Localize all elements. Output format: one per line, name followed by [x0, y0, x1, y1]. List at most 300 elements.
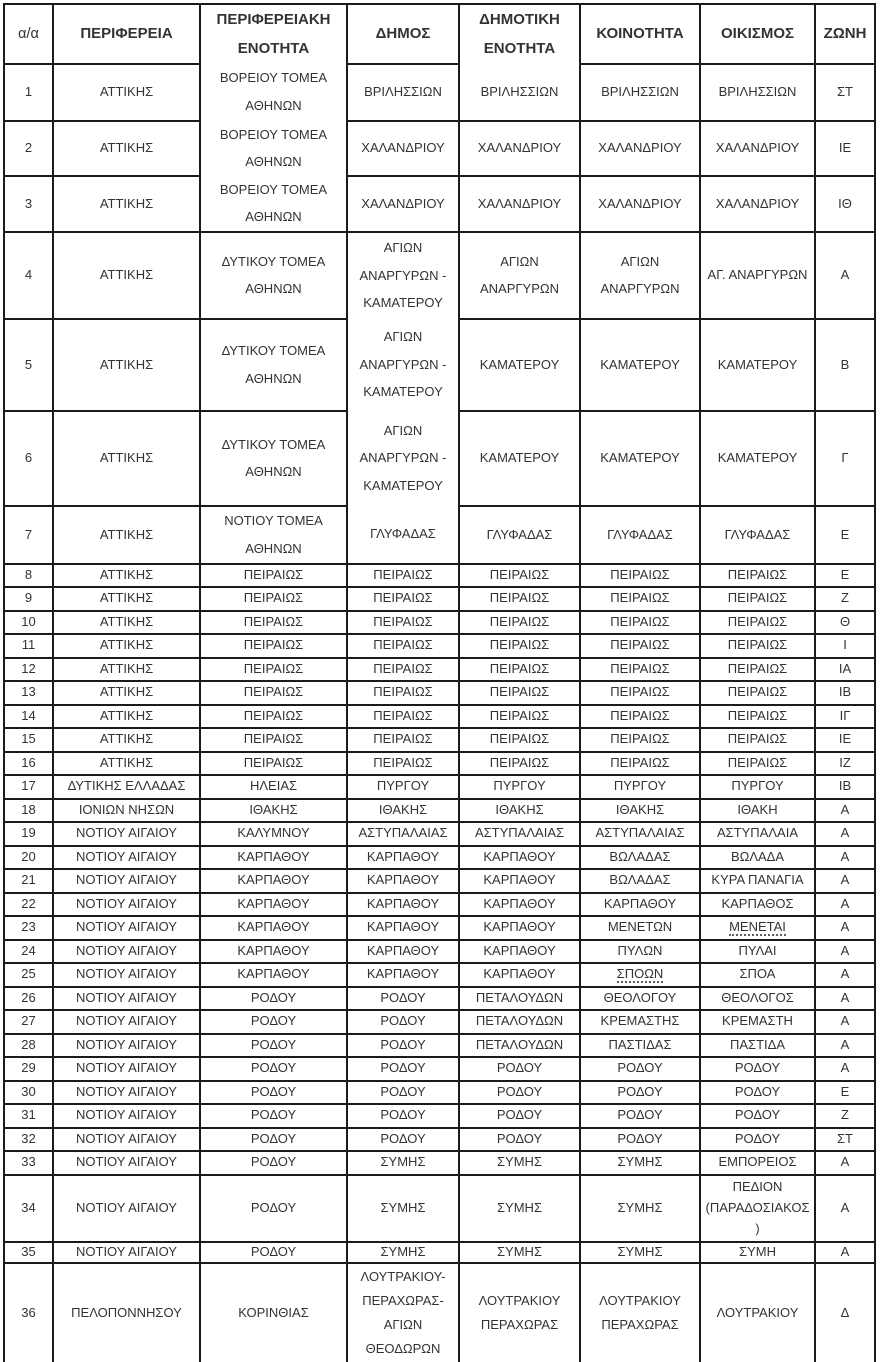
cell-region: ΔΥΤΙΚΗΣ ΕΛΛΑΔΑΣ — [53, 775, 200, 799]
cell-zone: Α — [815, 799, 875, 823]
zones-table — [3, 3, 876, 1362]
cell-settlement: ΚΑΜΑΤΕΡΟΥ — [700, 319, 815, 411]
cell-settlement: ΠΕΙΡΑΙΩΣ — [700, 705, 815, 729]
cell-dimos: ΠΕΙΡΑΙΩΣ — [347, 705, 459, 729]
cell-region: ΑΤΤΙΚΗΣ — [53, 506, 200, 564]
cell-dimos: ΠΕΙΡΑΙΩΣ — [347, 587, 459, 611]
cell-settlement: ΚΥΡΑ ΠΑΝΑΓΙΑ — [700, 869, 815, 893]
cell-settlement: ΠΕΙΡΑΙΩΣ — [700, 728, 815, 752]
column-header-dimos: ΔΗΜΟΣ — [347, 4, 459, 64]
cell-region: ΑΤΤΙΚΗΣ — [53, 681, 200, 705]
cell-runit: ΚΑΡΠΑΘΟΥ — [200, 893, 347, 917]
cell-region: ΝΟΤΙΟΥ ΑΙΓΑΙΟΥ — [53, 1057, 200, 1081]
cell-dimos: ΠΕΙΡΑΙΩΣ — [347, 634, 459, 658]
cell-zone: Α — [815, 987, 875, 1011]
cell-n: 11 — [4, 634, 53, 658]
cell-runit: ΡΟΔΟΥ — [200, 1081, 347, 1105]
cell-dimos: ΣΥΜΗΣ — [347, 1151, 459, 1175]
cell-zone: Α — [815, 916, 875, 940]
cell-zone: ΙΒ — [815, 775, 875, 799]
cell-region: ΑΤΤΙΚΗΣ — [53, 64, 200, 121]
table-row-11 — [4, 634, 875, 658]
cell-n: 29 — [4, 1057, 53, 1081]
cell-runit: ΗΛΕΙΑΣ — [200, 775, 347, 799]
cell-runit: ΚΑΡΠΑΘΟΥ — [200, 940, 347, 964]
cell-community: ΠΕΙΡΑΙΩΣ — [580, 705, 700, 729]
cell-community: ΡΟΔΟΥ — [580, 1128, 700, 1152]
cell-settlement: ΒΩΛΑΔΑ — [700, 846, 815, 870]
table-row-20 — [4, 846, 875, 870]
cell-region: ΝΟΤΙΟΥ ΑΙΓΑΙΟΥ — [53, 963, 200, 987]
cell-region: ΑΤΤΙΚΗΣ — [53, 752, 200, 776]
cell-runit: ΡΟΔΟΥ — [200, 1010, 347, 1034]
cell-dunit: ΚΑΡΠΑΘΟΥ — [459, 846, 580, 870]
table-row-14 — [4, 705, 875, 729]
cell-dunit: ΑΣΤΥΠΑΛΑΙΑΣ — [459, 822, 580, 846]
cell-community: ΛΟΥΤΡΑΚΙΟΥ ΠΕΡΑΧΩΡΑΣ — [580, 1263, 700, 1362]
cell-n: 28 — [4, 1034, 53, 1058]
cell-community: ΠΕΙΡΑΙΩΣ — [580, 564, 700, 588]
table-row-29 — [4, 1057, 875, 1081]
cell-community: ΧΑΛΑΝΔΡΙΟΥ — [580, 176, 700, 232]
cell-n: 15 — [4, 728, 53, 752]
misspelling-underline: ΜΕΝΕΤΑΙ — [729, 919, 786, 935]
cell-region: ΝΟΤΙΟΥ ΑΙΓΑΙΟΥ — [53, 869, 200, 893]
cell-runit: ΒΟΡΕΙΟΥ ΤΟΜΕΑ ΑΘΗΝΩΝ — [200, 121, 347, 176]
cell-zone: Α — [815, 232, 875, 319]
table-row-8 — [4, 564, 875, 588]
table-row-35 — [4, 1242, 875, 1263]
table-row-22 — [4, 893, 875, 917]
cell-dunit: ΑΓΙΩΝ ΑΝΑΡΓΥΡΩΝ — [459, 232, 580, 319]
cell-runit: ΠΕΙΡΑΙΩΣ — [200, 752, 347, 776]
cell-settlement: ΠΕΔΙΟΝ (ΠΑΡΑΔΟΣΙΑΚΟΣ) — [700, 1175, 815, 1242]
cell-n: 4 — [4, 232, 53, 319]
cell-settlement: ΠΕΙΡΑΙΩΣ — [700, 611, 815, 635]
cell-settlement: ΠΕΙΡΑΙΩΣ — [700, 752, 815, 776]
cell-settlement: ΣΥΜΗ — [700, 1242, 815, 1263]
cell-settlement: ΚΑΡΠΑΘΟΣ — [700, 893, 815, 917]
cell-settlement: ΠΥΛΑΙ — [700, 940, 815, 964]
cell-community: ΚΑΜΑΤΕΡΟΥ — [580, 319, 700, 411]
cell-runit: ΝΟΤΙΟΥ ΤΟΜΕΑ ΑΘΗΝΩΝ — [200, 506, 347, 564]
cell-n: 35 — [4, 1242, 53, 1263]
cell-dunit: ΠΕΙΡΑΙΩΣ — [459, 564, 580, 588]
cell-zone: Α — [815, 1034, 875, 1058]
cell-settlement: ΡΟΔΟΥ — [700, 1128, 815, 1152]
cell-n: 9 — [4, 587, 53, 611]
cell-settlement: ΑΓ. ΑΝΑΡΓΥΡΩΝ — [700, 232, 815, 319]
table-row-32 — [4, 1128, 875, 1152]
cell-community: ΒΩΛΑΔΑΣ — [580, 869, 700, 893]
column-header-runit: ΠΕΡΙΦΕΡΕΙΑΚΗ ΕΝΟΤΗΤΑ — [200, 4, 347, 64]
cell-community: ΣΥΜΗΣ — [580, 1151, 700, 1175]
cell-n: 21 — [4, 869, 53, 893]
cell-zone: Α — [815, 1057, 875, 1081]
cell-n: 22 — [4, 893, 53, 917]
cell-dunit: ΙΘΑΚΗΣ — [459, 799, 580, 823]
cell-n: 26 — [4, 987, 53, 1011]
cell-n: 36 — [4, 1263, 53, 1362]
cell-region: ΑΤΤΙΚΗΣ — [53, 587, 200, 611]
cell-n: 13 — [4, 681, 53, 705]
cell-settlement: ΕΜΠΟΡΕΙΟΣ — [700, 1151, 815, 1175]
cell-n: 30 — [4, 1081, 53, 1105]
cell-region: ΝΟΤΙΟΥ ΑΙΓΑΙΟΥ — [53, 940, 200, 964]
cell-region: ΝΟΤΙΟΥ ΑΙΓΑΙΟΥ — [53, 822, 200, 846]
column-header-n: α/α — [4, 4, 53, 64]
cell-zone: ΣΤ — [815, 64, 875, 121]
table-row-2 — [4, 121, 875, 176]
cell-dimos: ΚΑΡΠΑΘΟΥ — [347, 869, 459, 893]
cell-dunit: ΣΥΜΗΣ — [459, 1242, 580, 1263]
cell-runit: ΡΟΔΟΥ — [200, 1151, 347, 1175]
cell-dunit: ΠΕΙΡΑΙΩΣ — [459, 634, 580, 658]
cell-community: ΧΑΛΑΝΔΡΙΟΥ — [580, 121, 700, 176]
cell-community: ΚΑΜΑΤΕΡΟΥ — [580, 411, 700, 506]
cell-dunit: ΠΕΙΡΑΙΩΣ — [459, 752, 580, 776]
cell-n: 17 — [4, 775, 53, 799]
cell-dimos: ΑΓΙΩΝ ΑΝΑΡΓΥΡΩΝ - ΚΑΜΑΤΕΡΟΥ — [347, 232, 459, 319]
cell-zone: Θ — [815, 611, 875, 635]
cell-region: ΝΟΤΙΟΥ ΑΙΓΑΙΟΥ — [53, 1175, 200, 1242]
cell-dimos: ΑΣΤΥΠΑΛΑΙΑΣ — [347, 822, 459, 846]
cell-dunit: ΚΑΜΑΤΕΡΟΥ — [459, 319, 580, 411]
cell-runit: ΠΕΙΡΑΙΩΣ — [200, 611, 347, 635]
cell-settlement: ΠΕΙΡΑΙΩΣ — [700, 634, 815, 658]
cell-runit: ΠΕΙΡΑΙΩΣ — [200, 705, 347, 729]
cell-community: ΘΕΟΛΟΓΟΥ — [580, 987, 700, 1011]
cell-zone: Α — [815, 1010, 875, 1034]
cell-dimos: ΣΥΜΗΣ — [347, 1242, 459, 1263]
cell-region: ΝΟΤΙΟΥ ΑΙΓΑΙΟΥ — [53, 1151, 200, 1175]
cell-runit: ΚΑΡΠΑΘΟΥ — [200, 916, 347, 940]
cell-region: ΑΤΤΙΚΗΣ — [53, 232, 200, 319]
cell-region: ΠΕΛΟΠΟΝΝΗΣΟΥ — [53, 1263, 200, 1362]
cell-dunit: ΣΥΜΗΣ — [459, 1151, 580, 1175]
table-row-16 — [4, 752, 875, 776]
cell-community: ΣΥΜΗΣ — [580, 1242, 700, 1263]
cell-dunit: ΡΟΔΟΥ — [459, 1081, 580, 1105]
cell-dimos: ΒΡΙΛΗΣΣΙΩΝ — [347, 64, 459, 121]
cell-zone: Ε — [815, 506, 875, 564]
cell-n: 31 — [4, 1104, 53, 1128]
cell-n: 25 — [4, 963, 53, 987]
cell-settlement: ΡΟΔΟΥ — [700, 1057, 815, 1081]
cell-zone: Ι — [815, 634, 875, 658]
cell-dimos: ΠΕΙΡΑΙΩΣ — [347, 564, 459, 588]
cell-dimos: ΠΕΙΡΑΙΩΣ — [347, 681, 459, 705]
table-header — [4, 4, 875, 64]
cell-settlement: ΠΕΙΡΑΙΩΣ — [700, 681, 815, 705]
cell-dunit: ΒΡΙΛΗΣΣΙΩΝ — [459, 64, 580, 121]
cell-community: ΠΕΙΡΑΙΩΣ — [580, 681, 700, 705]
cell-region: ΝΟΤΙΟΥ ΑΙΓΑΙΟΥ — [53, 916, 200, 940]
cell-runit: ΠΕΙΡΑΙΩΣ — [200, 587, 347, 611]
cell-dunit: ΠΕΙΡΑΙΩΣ — [459, 705, 580, 729]
table-row-19 — [4, 822, 875, 846]
cell-n: 2 — [4, 121, 53, 176]
cell-dunit: ΚΑΡΠΑΘΟΥ — [459, 963, 580, 987]
cell-dimos: ΚΑΡΠΑΘΟΥ — [347, 846, 459, 870]
cell-region: ΝΟΤΙΟΥ ΑΙΓΑΙΟΥ — [53, 1010, 200, 1034]
cell-n: 27 — [4, 1010, 53, 1034]
cell-region: ΑΤΤΙΚΗΣ — [53, 411, 200, 506]
cell-region: ΝΟΤΙΟΥ ΑΙΓΑΙΟΥ — [53, 1081, 200, 1105]
cell-region: ΝΟΤΙΟΥ ΑΙΓΑΙΟΥ — [53, 1128, 200, 1152]
cell-community: ΡΟΔΟΥ — [580, 1057, 700, 1081]
cell-dunit: ΠΕΤΑΛΟΥΔΩΝ — [459, 987, 580, 1011]
cell-zone: ΙΒ — [815, 681, 875, 705]
column-header-zone: ΖΩΝΗ — [815, 4, 875, 64]
cell-runit: ΠΕΙΡΑΙΩΣ — [200, 658, 347, 682]
table-body — [4, 64, 875, 1362]
cell-dimos: ΚΑΡΠΑΘΟΥ — [347, 916, 459, 940]
table-row-1 — [4, 64, 875, 121]
cell-zone: Ζ — [815, 587, 875, 611]
cell-dunit: ΠΕΙΡΑΙΩΣ — [459, 658, 580, 682]
cell-community: ΑΓΙΩΝ ΑΝΑΡΓΥΡΩΝ — [580, 232, 700, 319]
cell-dunit: ΡΟΔΟΥ — [459, 1128, 580, 1152]
cell-settlement: ΚΑΜΑΤΕΡΟΥ — [700, 411, 815, 506]
cell-zone: Ε — [815, 1081, 875, 1105]
cell-region: ΑΤΤΙΚΗΣ — [53, 176, 200, 232]
cell-community: ΠΕΙΡΑΙΩΣ — [580, 658, 700, 682]
cell-region: ΝΟΤΙΟΥ ΑΙΓΑΙΟΥ — [53, 846, 200, 870]
cell-zone: Α — [815, 893, 875, 917]
cell-runit: ΚΟΡΙΝΘΙΑΣ — [200, 1263, 347, 1362]
cell-dimos: ΛΟΥΤΡΑΚΙΟΥ-ΠΕΡΑΧΩΡΑΣ- ΑΓΙΩΝ ΘΕΟΔΩΡΩΝ — [347, 1263, 459, 1362]
cell-zone: Α — [815, 940, 875, 964]
cell-dunit: ΧΑΛΑΝΔΡΙΟΥ — [459, 176, 580, 232]
cell-runit: ΡΟΔΟΥ — [200, 1034, 347, 1058]
cell-n: 19 — [4, 822, 53, 846]
cell-region: ΑΤΤΙΚΗΣ — [53, 121, 200, 176]
cell-settlement: ΒΡΙΛΗΣΣΙΩΝ — [700, 64, 815, 121]
cell-zone: Α — [815, 963, 875, 987]
cell-settlement: ΣΠΟΑ — [700, 963, 815, 987]
cell-n: 12 — [4, 658, 53, 682]
table-row-10 — [4, 611, 875, 635]
cell-dimos: ΡΟΔΟΥ — [347, 1010, 459, 1034]
cell-settlement: ΠΕΙΡΑΙΩΣ — [700, 564, 815, 588]
cell-community: ΠΥΛΩΝ — [580, 940, 700, 964]
cell-community: ΒΡΙΛΗΣΣΙΩΝ — [580, 64, 700, 121]
table-row-5 — [4, 319, 875, 411]
cell-runit: ΚΑΡΠΑΘΟΥ — [200, 846, 347, 870]
table-row-12 — [4, 658, 875, 682]
cell-dimos: ΡΟΔΟΥ — [347, 1128, 459, 1152]
cell-zone: Α — [815, 846, 875, 870]
cell-settlement — [700, 916, 815, 940]
cell-community: ΑΣΤΥΠΑΛΑΙΑΣ — [580, 822, 700, 846]
cell-dimos: ΠΕΙΡΑΙΩΣ — [347, 611, 459, 635]
cell-region: ΝΟΤΙΟΥ ΑΙΓΑΙΟΥ — [53, 1104, 200, 1128]
cell-dunit: ΠΕΤΑΛΟΥΔΩΝ — [459, 1034, 580, 1058]
cell-community: ΜΕΝΕΤΩΝ — [580, 916, 700, 940]
table-row-28 — [4, 1034, 875, 1058]
cell-runit: ΒΟΡΕΙΟΥ ΤΟΜΕΑ ΑΘΗΝΩΝ — [200, 64, 347, 121]
cell-runit: ΡΟΔΟΥ — [200, 1057, 347, 1081]
cell-region: ΝΟΤΙΟΥ ΑΙΓΑΙΟΥ — [53, 893, 200, 917]
cell-settlement: ΡΟΔΟΥ — [700, 1081, 815, 1105]
cell-dunit: ΠΕΙΡΑΙΩΣ — [459, 681, 580, 705]
cell-n: 6 — [4, 411, 53, 506]
cell-runit: ΠΕΙΡΑΙΩΣ — [200, 728, 347, 752]
cell-dimos: ΑΓΙΩΝ ΑΝΑΡΓΥΡΩΝ - ΚΑΜΑΤΕΡΟΥ — [347, 319, 459, 411]
cell-n: 24 — [4, 940, 53, 964]
cell-runit: ΡΟΔΟΥ — [200, 1128, 347, 1152]
cell-dunit: ΛΟΥΤΡΑΚΙΟΥ ΠΕΡΑΧΩΡΑΣ — [459, 1263, 580, 1362]
cell-n: 32 — [4, 1128, 53, 1152]
table-row-9 — [4, 587, 875, 611]
table-row-30 — [4, 1081, 875, 1105]
cell-region: ΑΤΤΙΚΗΣ — [53, 705, 200, 729]
cell-community: ΠΥΡΓΟΥ — [580, 775, 700, 799]
table-row-31 — [4, 1104, 875, 1128]
cell-dunit: ΚΑΡΠΑΘΟΥ — [459, 869, 580, 893]
cell-n: 23 — [4, 916, 53, 940]
cell-dimos: ΡΟΔΟΥ — [347, 1057, 459, 1081]
table-row-4 — [4, 232, 875, 319]
cell-region: ΝΟΤΙΟΥ ΑΙΓΑΙΟΥ — [53, 987, 200, 1011]
cell-settlement: ΧΑΛΑΝΔΡΙΟΥ — [700, 176, 815, 232]
cell-community: ΠΑΣΤΙΔΑΣ — [580, 1034, 700, 1058]
cell-dunit: ΠΥΡΓΟΥ — [459, 775, 580, 799]
cell-zone: ΙΓ — [815, 705, 875, 729]
cell-community: ΡΟΔΟΥ — [580, 1104, 700, 1128]
cell-dunit: ΠΕΤΑΛΟΥΔΩΝ — [459, 1010, 580, 1034]
cell-dunit: ΚΑΡΠΑΘΟΥ — [459, 916, 580, 940]
cell-zone: Α — [815, 822, 875, 846]
cell-settlement: ΑΣΤΥΠΑΛΑΙΑ — [700, 822, 815, 846]
cell-zone: Α — [815, 1242, 875, 1263]
cell-dimos: ΚΑΡΠΑΘΟΥ — [347, 940, 459, 964]
cell-n: 18 — [4, 799, 53, 823]
cell-community: ΡΟΔΟΥ — [580, 1081, 700, 1105]
cell-community: ΚΑΡΠΑΘΟΥ — [580, 893, 700, 917]
cell-dunit: ΠΕΙΡΑΙΩΣ — [459, 611, 580, 635]
cell-community: ΣΥΜΗΣ — [580, 1175, 700, 1242]
cell-community: ΠΕΙΡΑΙΩΣ — [580, 611, 700, 635]
cell-settlement: ΛΟΥΤΡΑΚΙΟΥ — [700, 1263, 815, 1362]
cell-community: ΠΕΙΡΑΙΩΣ — [580, 728, 700, 752]
cell-dimos: ΡΟΔΟΥ — [347, 987, 459, 1011]
cell-settlement: ΙΘΑΚΗ — [700, 799, 815, 823]
cell-n: 3 — [4, 176, 53, 232]
cell-settlement: ΠΑΣΤΙΔΑ — [700, 1034, 815, 1058]
column-header-settlement: ΟΙΚΙΣΜΟΣ — [700, 4, 815, 64]
cell-runit: ΒΟΡΕΙΟΥ ΤΟΜΕΑ ΑΘΗΝΩΝ — [200, 176, 347, 232]
cell-zone: Δ — [815, 1263, 875, 1362]
cell-zone: Α — [815, 1151, 875, 1175]
cell-region: ΝΟΤΙΟΥ ΑΙΓΑΙΟΥ — [53, 1034, 200, 1058]
misspelling-underline: ΣΠΟΩΝ — [616, 966, 664, 982]
cell-dunit: ΠΕΙΡΑΙΩΣ — [459, 728, 580, 752]
cell-runit: ΡΟΔΟΥ — [200, 987, 347, 1011]
cell-dimos: ΧΑΛΑΝΔΡΙΟΥ — [347, 121, 459, 176]
cell-settlement: ΘΕΟΛΟΓΟΣ — [700, 987, 815, 1011]
table-row-36 — [4, 1263, 875, 1362]
cell-zone: Β — [815, 319, 875, 411]
table-row-17 — [4, 775, 875, 799]
cell-zone: ΙΑ — [815, 658, 875, 682]
cell-dimos: ΑΓΙΩΝ ΑΝΑΡΓΥΡΩΝ - ΚΑΜΑΤΕΡΟΥ — [347, 411, 459, 506]
cell-region: ΙΟΝΙΩΝ ΝΗΣΩΝ — [53, 799, 200, 823]
cell-community — [580, 963, 700, 987]
cell-region: ΑΤΤΙΚΗΣ — [53, 564, 200, 588]
cell-settlement: ΠΥΡΓΟΥ — [700, 775, 815, 799]
table-row-15 — [4, 728, 875, 752]
table-row-27 — [4, 1010, 875, 1034]
cell-community: ΚΡΕΜΑΣΤΗΣ — [580, 1010, 700, 1034]
cell-dunit: ΡΟΔΟΥ — [459, 1104, 580, 1128]
cell-zone: ΙΘ — [815, 176, 875, 232]
cell-dimos: ΡΟΔΟΥ — [347, 1104, 459, 1128]
cell-settlement: ΠΕΙΡΑΙΩΣ — [700, 658, 815, 682]
table-row-7 — [4, 506, 875, 564]
cell-dimos: ΠΕΙΡΑΙΩΣ — [347, 752, 459, 776]
cell-dunit: ΠΕΙΡΑΙΩΣ — [459, 587, 580, 611]
cell-runit: ΠΕΙΡΑΙΩΣ — [200, 564, 347, 588]
cell-dunit: ΚΑΜΑΤΕΡΟΥ — [459, 411, 580, 506]
cell-zone: Α — [815, 1175, 875, 1242]
cell-n: 33 — [4, 1151, 53, 1175]
cell-zone: ΙΕ — [815, 728, 875, 752]
cell-dunit: ΓΛΥΦΑΔΑΣ — [459, 506, 580, 564]
cell-dunit: ΧΑΛΑΝΔΡΙΟΥ — [459, 121, 580, 176]
cell-community: ΙΘΑΚΗΣ — [580, 799, 700, 823]
table-row-33 — [4, 1151, 875, 1175]
cell-settlement: ΓΛΥΦΑΔΑΣ — [700, 506, 815, 564]
cell-n: 7 — [4, 506, 53, 564]
cell-dimos: ΚΑΡΠΑΘΟΥ — [347, 963, 459, 987]
table-row-25 — [4, 963, 875, 987]
table-row-24 — [4, 940, 875, 964]
cell-runit: ΔΥΤΙΚΟΥ ΤΟΜΕΑ ΑΘΗΝΩΝ — [200, 319, 347, 411]
cell-community: ΠΕΙΡΑΙΩΣ — [580, 587, 700, 611]
table-row-3 — [4, 176, 875, 232]
header-row — [4, 4, 875, 64]
cell-dimos: ΡΟΔΟΥ — [347, 1081, 459, 1105]
table-row-18 — [4, 799, 875, 823]
cell-community: ΒΩΛΑΔΑΣ — [580, 846, 700, 870]
cell-region: ΑΤΤΙΚΗΣ — [53, 611, 200, 635]
table-row-13 — [4, 681, 875, 705]
cell-region: ΑΤΤΙΚΗΣ — [53, 658, 200, 682]
cell-dimos: ΙΘΑΚΗΣ — [347, 799, 459, 823]
cell-runit: ΠΕΙΡΑΙΩΣ — [200, 634, 347, 658]
cell-runit: ΡΟΔΟΥ — [200, 1104, 347, 1128]
cell-dimos: ΠΕΙΡΑΙΩΣ — [347, 728, 459, 752]
cell-settlement: ΚΡΕΜΑΣΤΗ — [700, 1010, 815, 1034]
cell-runit: ΡΟΔΟΥ — [200, 1175, 347, 1242]
table-row-21 — [4, 869, 875, 893]
cell-runit: ΙΘΑΚΗΣ — [200, 799, 347, 823]
table-row-34 — [4, 1175, 875, 1242]
cell-zone: ΙΕ — [815, 121, 875, 176]
column-header-community: ΚΟΙΝΟΤΗΤΑ — [580, 4, 700, 64]
cell-dimos: ΚΑΡΠΑΘΟΥ — [347, 893, 459, 917]
cell-settlement: ΠΕΙΡΑΙΩΣ — [700, 587, 815, 611]
cell-runit: ΠΕΙΡΑΙΩΣ — [200, 681, 347, 705]
cell-community: ΓΛΥΦΑΔΑΣ — [580, 506, 700, 564]
cell-settlement: ΡΟΔΟΥ — [700, 1104, 815, 1128]
cell-region: ΑΤΤΙΚΗΣ — [53, 319, 200, 411]
cell-runit: ΚΑΡΠΑΘΟΥ — [200, 963, 347, 987]
cell-dimos: ΠΥΡΓΟΥ — [347, 775, 459, 799]
cell-runit: ΔΥΤΙΚΟΥ ΤΟΜΕΑ ΑΘΗΝΩΝ — [200, 232, 347, 319]
